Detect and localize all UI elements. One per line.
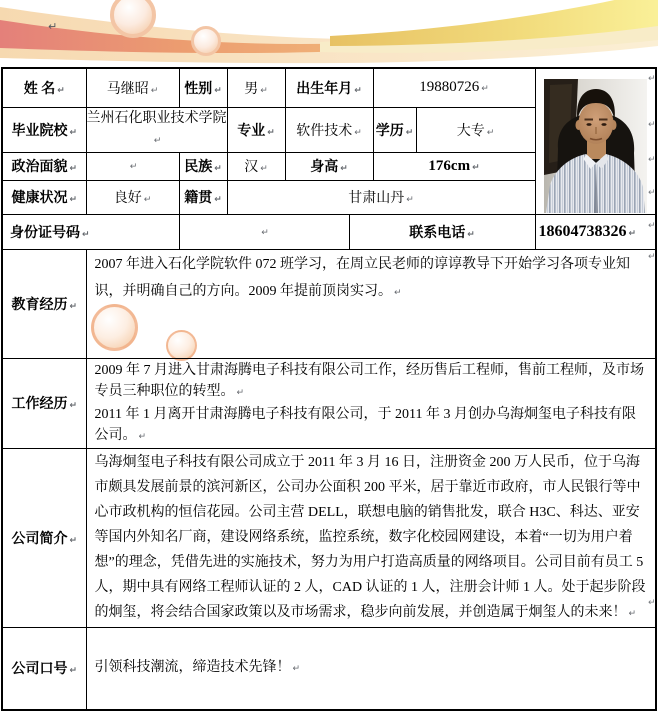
work-paragraph: 2009 年 7 月进入甘肃海腾电子科技有限公司工作，经历售后工程师，售前工程师，及市场专员三种职位的转型。 ↵ — [94, 362, 644, 399]
banner-graphic — [0, 0, 658, 67]
pilcrow-icon: ↵ — [143, 195, 152, 205]
company-text[interactable]: 乌海炯玺电子科技有限公司成立于 2011 年 3 月 16 日，注册资金 200 万人民币，位于乌海市颇具发展前景的滨河新区，公司办公面积 200 平米，居于靠近市政府，市人民银行等中心市政机构的恒信花园。公司主营 DELL，联想电脑的销售批发，联合 H3C、科达、亚安等国内外知名厂商，建设网络系统，监控系统，数字化校园网建设，本着“一切为用户着想”的理念，凭借先进的实施技术，努力为用户打造高质量的网络项目。公司目前有员工 5 人，期中具有网络工程师认证的 2 人，CAD 认证的 1 人，注册会计师 1 人。处于起步阶段的炯玺，将会结合国家政策以及市场需求，稳步向前发展，并创造属于炯玺人的未来！ ↵ — [86, 448, 656, 627]
pilcrow-icon: ↵ — [648, 188, 656, 198]
degree-value[interactable]: 大专 ↵ — [416, 107, 535, 152]
education-label: 教育经历 ↵ — [2, 249, 86, 358]
pilcrow-icon: ↵ — [214, 164, 222, 174]
pilcrow-icon: ↵ — [267, 127, 275, 138]
slogan-text[interactable]: 引领科技潮流，缔造技术先锋！ ↵ — [86, 627, 656, 710]
political-label: 政治面貌 ↵ — [2, 152, 86, 180]
portrait-photo[interactable] — [544, 79, 647, 213]
pilcrow-icon: ↵ — [236, 387, 245, 398]
ethnic-value[interactable]: 汉 ↵ — [227, 152, 285, 180]
pilcrow-icon: ↵ — [648, 74, 656, 84]
pilcrow-icon: ↵ — [405, 127, 414, 138]
native-value[interactable]: 甘肃山丹 ↵ — [227, 180, 535, 214]
education-text[interactable]: 2007 年进入石化学院软件 072 班学习，在周立民老师的谆谆教导下开始学习各项专业知识，并明确自己的方向。2009 年提前顶岗实习。 ↵ — [86, 249, 656, 358]
pilcrow-icon: ↵ — [214, 195, 222, 205]
id-number-value[interactable] — [179, 214, 349, 249]
ethnic-label: 民族 ↵ — [179, 152, 227, 180]
pilcrow-icon: ↵ — [69, 164, 78, 174]
name-label: 姓 名 ↵ — [2, 68, 86, 107]
id-number-label: 身份证号码 ↵ — [2, 214, 179, 249]
pilcrow-icon: ↵ — [69, 535, 78, 546]
pilcrow-icon: ↵ — [261, 227, 269, 238]
phone-value[interactable]: 18604738326 ↵ — [535, 214, 656, 249]
height-value[interactable]: 176cm ↵ — [373, 152, 535, 180]
health-value[interactable]: 良好 ↵ — [86, 180, 179, 214]
resume-table — [1, 67, 657, 711]
banner-bubble-large — [112, 0, 154, 36]
pilcrow-icon: ↵ — [69, 401, 78, 411]
work-text[interactable] — [86, 358, 656, 448]
company-label: 公司简介 ↵ — [2, 448, 86, 627]
pilcrow-icon: ↵ — [138, 431, 147, 442]
pilcrow-icon: ↵ — [628, 228, 637, 239]
photo-cell — [535, 68, 656, 214]
pilcrow-icon: ↵ — [82, 229, 90, 240]
major-value[interactable]: 软件技术 ↵ — [285, 107, 373, 152]
pilcrow-icon: ↵ — [69, 301, 78, 312]
pilcrow-icon: ↵ — [628, 608, 637, 619]
slogan-label: 公司口号 ↵ — [2, 627, 86, 710]
pilcrow-icon: ↵ — [69, 127, 78, 138]
name-value[interactable]: 马继昭 ↵ — [86, 68, 179, 107]
pilcrow-icon: ↵ — [486, 127, 495, 138]
gender-value[interactable]: 男 ↵ — [227, 68, 285, 107]
phone-label: 联系电话 ↵ — [349, 214, 535, 249]
political-value[interactable] — [86, 152, 179, 180]
work-paragraph: 2011 年 1 月离开甘肃海腾电子科技有限公司，于 2011 年 3 月创办乌海炯玺电子科技有限公司。 ↵ — [94, 406, 636, 443]
gender-label: 性别 ↵ — [179, 68, 227, 107]
major-label: 专业 ↵ — [227, 107, 285, 152]
pilcrow-icon: ↵ — [406, 195, 414, 205]
pilcrow-icon: ↵ — [354, 85, 362, 96]
pilcrow-icon: ↵ — [129, 162, 138, 172]
school-label: 毕业院校 ↵ — [2, 107, 86, 152]
pilcrow-icon: ↵ — [150, 85, 159, 96]
banner-bubble-small — [193, 28, 220, 55]
pilcrow-icon: ↵ — [292, 664, 301, 675]
school-value[interactable]: 兰州石化职业技术学院↵ — [86, 107, 227, 152]
pilcrow-icon: ↵ — [260, 164, 268, 174]
pilcrow-icon: ↵ — [354, 127, 362, 138]
pilcrow-icon: ↵ — [472, 162, 480, 173]
pilcrow-icon: ↵ — [648, 598, 656, 608]
pilcrow-icon: ↵ — [260, 85, 268, 96]
pilcrow-icon: ↵ — [648, 120, 656, 130]
pilcrow-icon: ↵ — [467, 229, 475, 240]
pilcrow-icon: ↵ — [340, 164, 348, 174]
pilcrow-icon: ↵ — [69, 195, 78, 205]
degree-label: 学历 ↵ — [373, 107, 416, 152]
native-label: 籍贯 ↵ — [179, 180, 227, 214]
health-label: 健康状况 ↵ — [2, 180, 86, 214]
birth-label: 出生年月 ↵ — [285, 68, 373, 107]
pilcrow-icon: ↵ — [648, 252, 656, 262]
pilcrow-icon: ↵ — [153, 135, 162, 146]
pilcrow-icon: ↵ — [214, 85, 222, 96]
pilcrow-icon: ↵ — [57, 85, 65, 96]
pilcrow-icon: ↵ — [648, 155, 656, 165]
birth-value[interactable]: 19880726 ↵ — [373, 68, 535, 107]
pilcrow-icon: ↵ — [394, 287, 402, 298]
work-label: 工作经历 ↵ — [2, 358, 86, 448]
pilcrow-icon: ↵ — [48, 20, 58, 33]
pilcrow-icon: ↵ — [648, 221, 656, 231]
height-label: 身高 ↵ — [285, 152, 373, 180]
pilcrow-icon: ↵ — [481, 84, 489, 95]
pilcrow-icon: ↵ — [69, 666, 78, 677]
